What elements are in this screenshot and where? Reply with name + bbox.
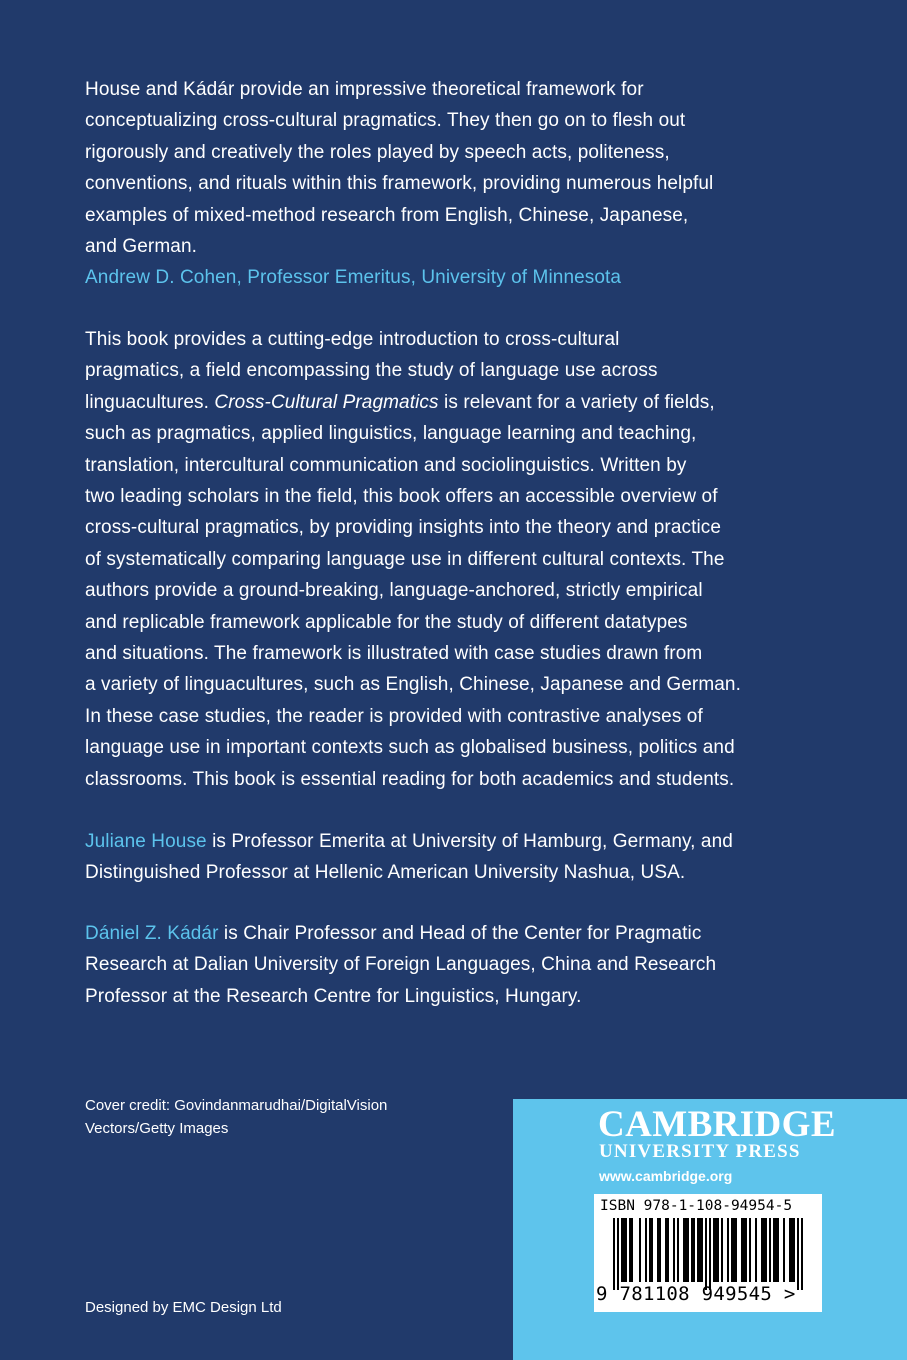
author-bio-house xyxy=(85,826,815,889)
description-text: is relevant for a variety of fields, xyxy=(438,391,715,413)
barcode-bar xyxy=(775,1218,777,1282)
author-bio-kadar xyxy=(85,918,815,1012)
barcode-bar xyxy=(651,1218,653,1282)
author-bio-line xyxy=(85,826,815,857)
barcode-bar xyxy=(673,1218,675,1282)
barcode-bar xyxy=(685,1218,687,1282)
barcode-bar xyxy=(721,1218,723,1282)
barcode-bar xyxy=(755,1218,757,1282)
barcode-bar xyxy=(683,1218,685,1282)
barcode-bar xyxy=(649,1218,651,1282)
cover-credit-line: Cover credit: Govindanmarudhai/DigitalVision xyxy=(85,1097,388,1114)
book-description xyxy=(85,324,815,795)
barcode-bar xyxy=(713,1218,715,1282)
barcode-bar xyxy=(789,1218,791,1282)
publisher-panel xyxy=(513,1099,907,1360)
author-bio-line: Professor at the Research Centre for Linguistics, Hungary. xyxy=(85,985,582,1007)
barcode-bar xyxy=(645,1218,647,1282)
barcode-bar xyxy=(691,1218,693,1282)
barcode-bar xyxy=(665,1218,667,1282)
barcode-bar xyxy=(727,1218,729,1282)
barcode-bar xyxy=(687,1218,689,1282)
barcode-bar xyxy=(697,1218,699,1282)
barcode-guard-bar xyxy=(797,1218,799,1290)
blurb-line: House and Kádár provide an impressive theoretical framework for xyxy=(85,79,644,100)
barcode-guard-bar xyxy=(801,1218,803,1290)
barcode-bar xyxy=(629,1218,631,1282)
author-bio-text: is Chair Professor and Head of the Center for Pragmatic xyxy=(218,923,702,944)
barcode-bar xyxy=(793,1218,795,1282)
blurb-line: and German. xyxy=(85,236,197,258)
barcode-bar xyxy=(623,1218,625,1282)
barcode-bar xyxy=(625,1218,627,1282)
author-bio-line: Research at Dalian University of Foreign Languages, China and Research xyxy=(85,954,717,976)
barcode-bar xyxy=(731,1218,733,1282)
barcode-bar xyxy=(717,1218,719,1282)
barcode-bar xyxy=(763,1218,765,1282)
barcode-guard-bar xyxy=(613,1218,615,1290)
author-name: Dániel Z. Kádár xyxy=(85,923,219,944)
publisher-logo-name: CAMBRIDGE xyxy=(598,1104,836,1145)
barcode-bar xyxy=(791,1218,793,1282)
blurb-line: conventions, and rituals within this framework, providing numerous helpful xyxy=(85,173,714,195)
description-line: translation, intercultural communication and sociolinguistics. Written by xyxy=(85,454,687,476)
barcode-bar xyxy=(761,1218,763,1282)
endorsement-blurb xyxy=(85,74,815,294)
barcode-bar xyxy=(777,1218,779,1282)
description-line xyxy=(85,387,815,418)
barcode-bar xyxy=(699,1218,701,1282)
author-bio-line xyxy=(85,918,815,949)
barcode-guard-bar xyxy=(617,1218,619,1290)
cover-credit-line: Vectors/Getty Images xyxy=(85,1120,229,1137)
barcode-guard-bar xyxy=(705,1218,707,1290)
blurb-line: examples of mixed-method research from English, Chinese, Japanese, xyxy=(85,204,689,226)
cover-credit xyxy=(85,1094,387,1140)
description-line: pragmatics, a field encompassing the study of language use across xyxy=(85,360,658,382)
barcode-bar xyxy=(733,1218,735,1282)
barcode-bar xyxy=(773,1218,775,1282)
barcode-bar xyxy=(749,1218,751,1282)
author-bio-text: is Professor Emerita at University of Hamburg, Germany, and xyxy=(206,831,733,852)
description-line: cross-cultural pragmatics, by providing insights into the theory and practice xyxy=(85,517,722,539)
description-line: such as pragmatics, applied linguistics, language learning and teaching, xyxy=(85,423,697,445)
description-line: of systematically comparing language use in different cultural contexts. The xyxy=(85,548,725,570)
barcode-bar xyxy=(639,1218,641,1282)
designer-credit-line: Designed by EMC Design Ltd xyxy=(85,1299,282,1316)
description-line: This book provides a cutting-edge introduction to cross-cultural xyxy=(85,329,620,350)
isbn-barcode xyxy=(594,1194,822,1312)
description-line: language use in important contexts such as globalised business, politics and xyxy=(85,737,735,759)
barcode-bar xyxy=(745,1218,747,1282)
barcode-bar xyxy=(701,1218,703,1282)
barcode-bar xyxy=(667,1218,669,1282)
author-bio-line: Distinguished Professor at Hellenic American University Nashua, USA. xyxy=(85,862,686,884)
description-line: In these case studies, the reader is provided with contrastive analyses of xyxy=(85,705,703,727)
barcode-bar xyxy=(735,1218,737,1282)
publisher-logo-subtitle: UNIVERSITY PRESS xyxy=(599,1141,801,1162)
barcode-bar xyxy=(659,1218,661,1282)
description-line: classrooms. This book is essential reading for both academics and students. xyxy=(85,768,735,790)
barcode-bar xyxy=(743,1218,745,1282)
barcode-digits: 9 781108 949545 > xyxy=(596,1283,796,1305)
description-line: authors provide a ground-breaking, language-anchored, strictly empirical xyxy=(85,580,703,602)
description-line: and situations. The framework is illustrated with case studies drawn from xyxy=(85,643,703,665)
blurb-line: conceptualizing cross-cultural pragmatics. They then go on to flesh out xyxy=(85,110,686,132)
barcode-bar xyxy=(783,1218,785,1282)
barcode-bar xyxy=(765,1218,767,1282)
barcode-bar xyxy=(769,1218,771,1282)
book-title-italic: Cross-Cultural Pragmatics xyxy=(214,391,439,413)
designer-credit xyxy=(85,1296,282,1319)
barcode-bar xyxy=(693,1218,695,1282)
description-line: two leading scholars in the field, this book offers an accessible overview of xyxy=(85,486,718,508)
isbn-label: ISBN 978-1-108-94954-5 xyxy=(600,1198,793,1214)
blurb-attribution: Andrew D. Cohen, Professor Emeritus, University of Minnesota xyxy=(85,267,622,289)
description-text: linguacultures. xyxy=(85,391,215,413)
barcode-bar xyxy=(741,1218,743,1282)
barcode-guard-bar xyxy=(709,1218,711,1290)
barcode-bar xyxy=(677,1218,679,1282)
barcode-bar xyxy=(715,1218,717,1282)
description-line: a variety of linguacultures, such as English, Chinese, Japanese and German. xyxy=(85,674,741,696)
description-line: and replicable framework applicable for the study of different datatypes xyxy=(85,611,688,633)
publisher-url: www.cambridge.org xyxy=(599,1168,733,1184)
barcode-bar xyxy=(621,1218,623,1282)
author-name: Juliane House xyxy=(85,831,207,852)
barcode-bar xyxy=(631,1218,633,1282)
blurb-line: rigorously and creatively the roles played by speech acts, politeness, xyxy=(85,141,670,163)
barcode-bar xyxy=(657,1218,659,1282)
